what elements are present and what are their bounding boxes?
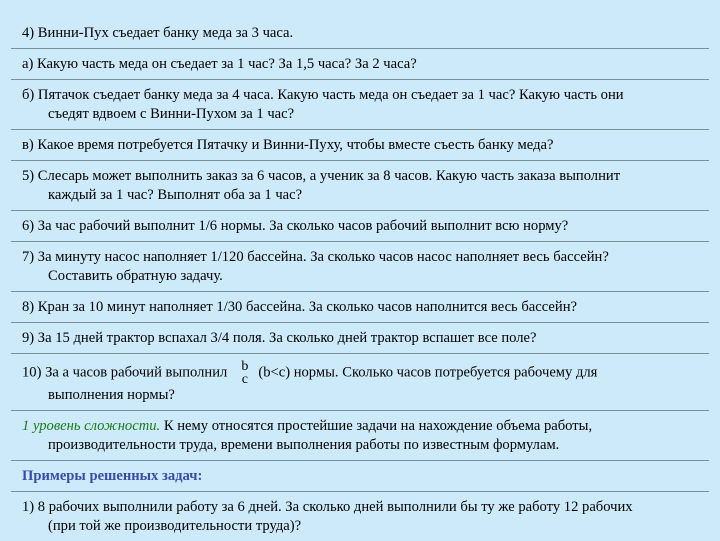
problem-4c [11, 129, 709, 160]
problem-8 [11, 291, 709, 322]
problem-text-after: (b<c) нормы. Сколько часов потребуется рабочему для [258, 364, 598, 381]
level-text: К нему относятся простейшие задачи на нахождение объема работы, [160, 418, 593, 434]
fraction [241, 360, 248, 386]
problem-text: 9) За 15 дней трактор вспахал 3/4 поля. За сколько дней трактор вспашет все поле? [22, 330, 537, 346]
level-label: 1 уровень сложности. [22, 418, 161, 434]
examples-section [11, 460, 709, 491]
example-1 [11, 491, 709, 541]
fraction-denominator: c [241, 372, 248, 387]
problem-4 [11, 6, 709, 48]
fraction-numerator: b [241, 359, 249, 374]
problem-6 [11, 210, 709, 241]
level-text-continuation: производительности труда, времени выполнения работы по известным формулам. [48, 437, 560, 453]
problem-text-continuation: Составить обратную задачу. [48, 268, 223, 284]
problem-text: б) Пятачок съедает банку меда за 4 часа. Какую часть меда он съедает за 1 час? Какую часть они [22, 87, 624, 103]
problem-text-continuation: каждый за 1 час? Выполнят оба за 1 час? [48, 187, 303, 203]
problem-text: в) Какое время потребуется Пятачку и Винни-Пуху, чтобы вместе съесть банку меда? [22, 137, 554, 153]
problem-text: 8) Кран за 10 минут наполняет 1/30 бассейна. За сколько часов наполнится весь бассейн? [22, 299, 577, 315]
problem-text: а) Какую часть меда он съедает за 1 час? За 1,5 часа? За 2 часа? [22, 56, 417, 72]
problem-text-continuation: выполнения нормы? [48, 387, 175, 403]
problem-text: 7) За минуту насос наполняет 1/120 бассейна. За сколько часов насос наполняет весь бассейн? [22, 249, 609, 265]
problem-10 [11, 353, 709, 410]
problem-text: 6) За час рабочий выполнит 1/6 нормы. За сколько часов рабочий выполнит всю норму? [22, 218, 569, 234]
problem-4b [11, 79, 709, 129]
difficulty-level [11, 410, 709, 460]
problem-7 [11, 241, 709, 291]
problem-text: 10) За а часов рабочий выполнил [22, 364, 228, 381]
problem-text: 5) Слесарь может выполнить заказ за 6 часов, а ученик за 8 часов. Какую часть заказа выполнит [22, 168, 621, 184]
problem-text-continuation: съедят вдвоем с Винни-Пухом за 1 час? [48, 106, 295, 122]
examples-heading: Примеры решенных задач: [22, 468, 203, 484]
problem-9 [11, 322, 709, 353]
example-text-continuation: (при той же производительности труда)? [48, 518, 302, 534]
problem-5 [11, 160, 709, 210]
problem-4a [11, 48, 709, 79]
problem-text: 4) Винни-Пух съедает банку меда за 3 часа. [22, 25, 294, 41]
example-text: 1) 8 рабочих выполнили работу за 6 дней. За сколько дней выполнили бы ту же работу 12 рабочих [22, 499, 633, 515]
